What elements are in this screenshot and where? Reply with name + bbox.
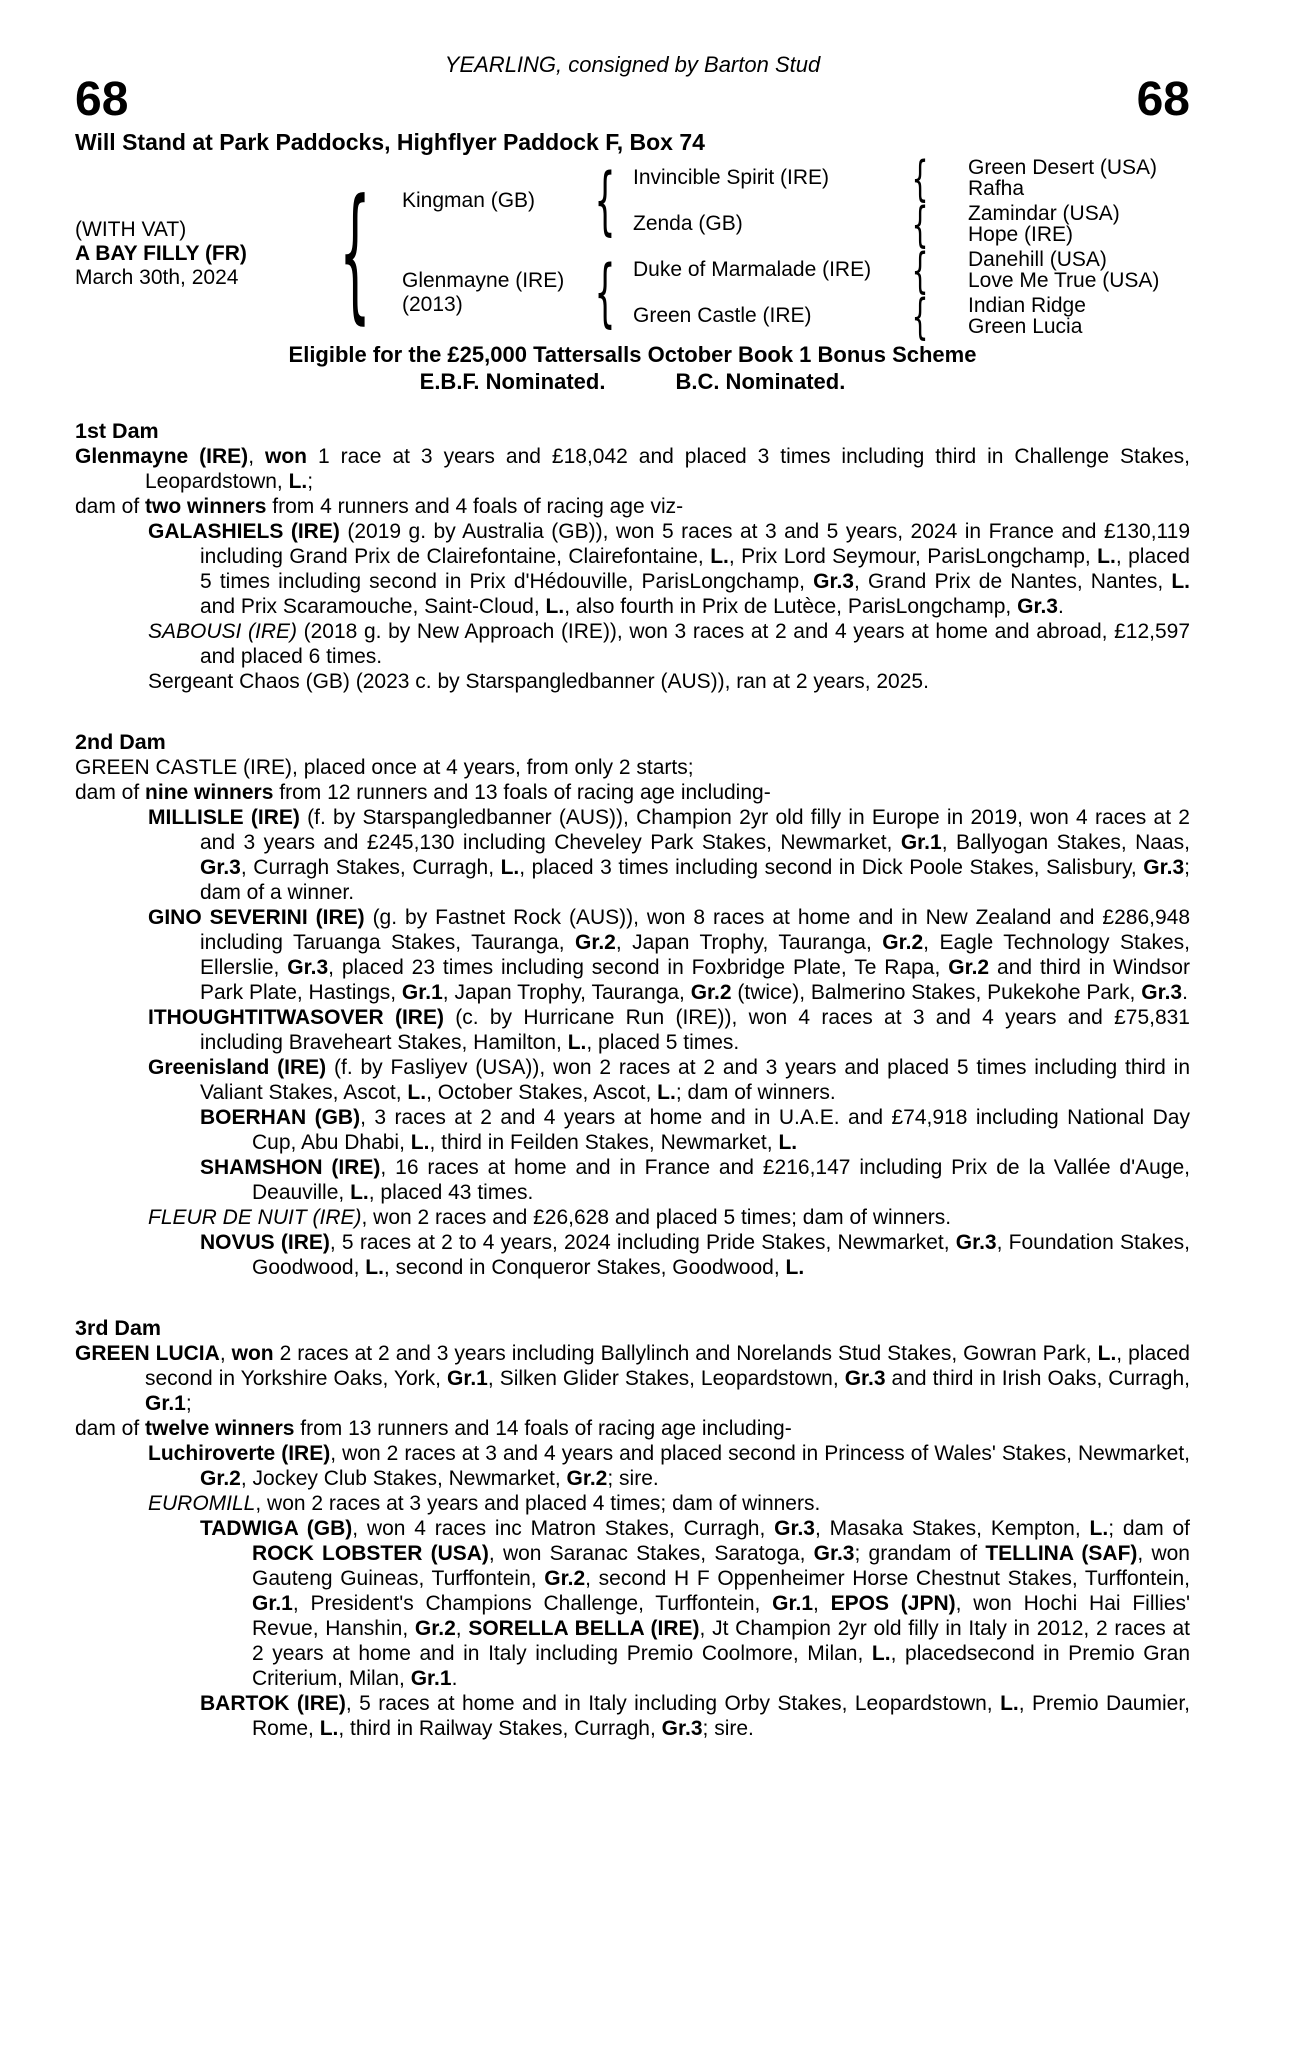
dam-section-heading: 1st Dam [75, 419, 159, 443]
catalogue-paragraph: EUROMILL, won 2 races at 3 years and placed 4 times; dam of winners. [148, 1492, 821, 1515]
dam-section-heading: 3rd Dam [75, 1316, 162, 1340]
catalogue-paragraph: Sergeant Chaos (GB) (2023 c. by Starspangledbanner (AUS)), ran at 2 years, 2025. [148, 670, 929, 693]
sire-sire-dam: Rafha [968, 177, 1025, 200]
pedigree-brace: { [911, 150, 929, 207]
consignor-line: YEARLING, consigned by Barton Stud [444, 52, 821, 77]
catalogue-paragraph: ITHOUGHTITWASOVER (IRE) (c. by Hurricane Run (IRE)), won 4 races at 3 and 4 years and £75,831 including Braveheart Stakes, Hamilton, L., placed 5 times. [148, 1006, 1190, 1054]
sire-sire: Invincible Spirit (IRE) [633, 166, 830, 189]
sire-sire-sire: Green Desert (USA) [968, 156, 1158, 179]
pedigree-brace: { [911, 242, 929, 299]
sire-dam: Zenda (GB) [633, 212, 743, 235]
lot-number-right: 68 [1136, 73, 1190, 126]
catalogue-paragraph: FLEUR DE NUIT (IRE), won 2 races and £26,628 and placed 5 times; dam of winners. [148, 1206, 952, 1229]
catalogue-page [75, 52, 1190, 1741]
dam-name: Glenmayne (IRE) [402, 269, 565, 292]
catalogue-paragraph: GINO SEVERINI (IRE) (g. by Fastnet Rock (AUS)), won 8 races at home and in New Zealand and £286,948 including Taruanga Stakes, Tauranga, Gr.2, Japan Trophy, Tauranga, Gr.2, Eagle Technology Stakes, Ellerslie, Gr.3, placed 23 times including second in Foxbridge Plate, Te Rapa, Gr.2 and third in Windsor Park Plate, Hastings, Gr.1, Japan Trophy, Tauranga, Gr.2 (twice), Balmerino Stakes, Pukekohe Park, Gr.3. [148, 906, 1190, 1004]
vat-note: (WITH VAT) [75, 218, 187, 241]
dam-section [75, 419, 1190, 694]
dam-section [75, 730, 1190, 1280]
lot-number-left: 68 [75, 73, 129, 126]
horse-name: A BAY FILLY (FR) [75, 242, 247, 265]
catalogue-paragraph: Greenisland (IRE) (f. by Fasliyev (USA)), won 2 races at 2 and 3 years and placed 5 times including third in Valiant Stakes, Ascot, L., October Stakes, Ascot, L.; dam of winners. [148, 1056, 1191, 1104]
catalogue-paragraph: SHAMSHON (IRE), 16 races at home and in France and £216,147 including Prix de la Vallée d'Auge, Deauville, L., placed 43 times. [200, 1156, 1190, 1204]
catalogue-paragraph: dam of two winners from 4 runners and 4 foals of racing age viz- [75, 495, 684, 518]
catalogue-paragraph: TADWIGA (GB), won 4 races inc Matron Stakes, Curragh, Gr.3, Masaka Stakes, Kempton, L.; dam of ROCK LOBSTER (USA), won Saranac Stakes, Saratoga, Gr.3; grandam of TELLINA (SAF), won Gauteng Guineas, Turffontein, Gr.2, second H F Oppenheimer Horse Chestnut Stakes, Turffontein, Gr.1, President's Champions Challenge, Turffontein, Gr.1, EPOS (JPN), won Hochi Hai Fillies' Revue, Hanshin, Gr.2, SORELLA BELLA (IRE), Jt Champion 2yr old filly in Italy in 2012, 2 races at 2 years at home and in Italy including Premio Coolmore, Milan, L., placedsecond in Premio Gran Criterium, Milan, Gr.1. [200, 1517, 1191, 1690]
bc-nominated: B.C. Nominated. [675, 369, 846, 394]
lot-number-row [75, 73, 1190, 126]
catalogue-paragraph: Luchiroverte (IRE), won 2 races at 3 and 4 years and placed second in Princess of Wales' Stakes, Newmarket, Gr.2, Jockey Club Stakes, Newmarket, Gr.2; sire. [148, 1442, 1190, 1490]
catalogue-paragraph: dam of twelve winners from 13 runners and 14 foals of racing age including- [75, 1417, 792, 1440]
catalogue-sections [75, 419, 1190, 1741]
catalogue-paragraph: GREEN LUCIA, won 2 races at 2 and 3 years including Ballylinch and Norelands Stud Stakes, Gowran Park, L., placed second in Yorkshire Oaks, York, Gr.1, Silken Glider Stakes, Leopardstown, Gr.3 and third in Irish Oaks, Curragh, Gr.1; [75, 1342, 1190, 1415]
catalogue-paragraph: GREEN CASTLE (IRE), placed once at 4 years, from only 2 starts; [75, 756, 694, 779]
catalogue-paragraph: dam of nine winners from 12 runners and 13 foals of racing age including- [75, 781, 771, 804]
dam-sire: Duke of Marmalade (IRE) [633, 258, 872, 281]
pedigree-brace: { [911, 288, 929, 345]
pedigree-brace: { [594, 250, 616, 336]
ebf-nominated: E.B.F. Nominated. [419, 369, 606, 394]
dam-year: (2013) [402, 293, 463, 316]
sire-dam-sire: Zamindar (USA) [968, 202, 1120, 225]
bonus-scheme-notice: Eligible for the £25,000 Tattersalls October Book 1 Bonus Scheme [288, 342, 977, 367]
pedigree-table [75, 150, 1190, 345]
sire-dam-dam: Hope (IRE) [968, 223, 1074, 246]
catalogue-paragraph: NOVUS (IRE), 5 races at 2 to 4 years, 2024 including Pride Stakes, Newmarket, Gr.3, Foundation Stakes, Goodwood, L., second in Conqueror Stakes, Goodwood, L. [200, 1231, 1190, 1279]
catalogue-paragraph: SABOUSI (IRE) (2018 g. by New Approach (IRE)), won 3 races at 2 and 4 years at home and abroad, £12,597 and placed 6 times. [148, 620, 1190, 668]
sire-name: Kingman (GB) [402, 189, 536, 212]
catalogue-paragraph: BOERHAN (GB), 3 races at 2 and 4 years at home and in U.A.E. and £74,918 including National Day Cup, Abu Dhabi, L., third in Feilden Stakes, Newmarket, L. [200, 1106, 1190, 1154]
pedigree-brace: { [594, 158, 616, 244]
pedigree-brace: { [339, 168, 371, 338]
catalogue-paragraph: MILLISLE (IRE) (f. by Starspangledbanner (AUS)), Champion 2yr old filly in Europe in 2019, won 4 races at 2 and 3 years and £245,130 including Cheveley Park Stakes, Newmarket, Gr.1, Ballyogan Stakes, Naas, Gr.3, Curragh Stakes, Curragh, L., placed 3 times including second in Dick Poole Stakes, Salisbury, Gr.3; dam of a winner. [148, 806, 1191, 904]
dam-dam-dam: Green Lucia [968, 315, 1083, 338]
catalogue-paragraph: BARTOK (IRE), 5 races at home and in Italy including Orby Stakes, Leopardstown, L., Premio Daumier, Rome, L., third in Railway Stakes, Curragh, Gr.3; sire. [200, 1692, 1190, 1740]
dam-sire-sire: Danehill (USA) [968, 248, 1107, 271]
pedigree-brace: { [911, 196, 929, 253]
dam-sire-dam: Love Me True (USA) [968, 269, 1160, 292]
dam-dam-sire: Indian Ridge [968, 294, 1086, 317]
foaling-date: March 30th, 2024 [75, 266, 239, 289]
nomination-notices [75, 369, 1190, 395]
dam-dam: Green Castle (IRE) [633, 304, 812, 327]
catalogue-paragraph: Glenmayne (IRE), won 1 race at 3 years and £18,042 and placed 3 times including third in Challenge Stakes, Leopardstown, L.; [75, 445, 1191, 493]
stand-location-line: Will Stand at Park Paddocks, Highflyer Paddock F, Box 74 [75, 129, 705, 155]
dam-section-heading: 2nd Dam [75, 730, 166, 754]
catalogue-paragraph: GALASHIELS (IRE) (2019 g. by Australia (GB)), won 5 races at 3 and 5 years, 2024 in France and £130,119 including Grand Prix de Clairefontaine, Clairefontaine, L., Prix Lord Seymour, ParisLongchamp, L., placed 5 times including second in Prix d'Hédouville, ParisLongchamp, Gr.3, Grand Prix de Nantes, Nantes, L. and Prix Scaramouche, Saint-Cloud, L., also fourth in Prix de Lutèce, ParisLongchamp, Gr.3. [148, 520, 1191, 618]
dam-section [75, 1316, 1190, 1741]
